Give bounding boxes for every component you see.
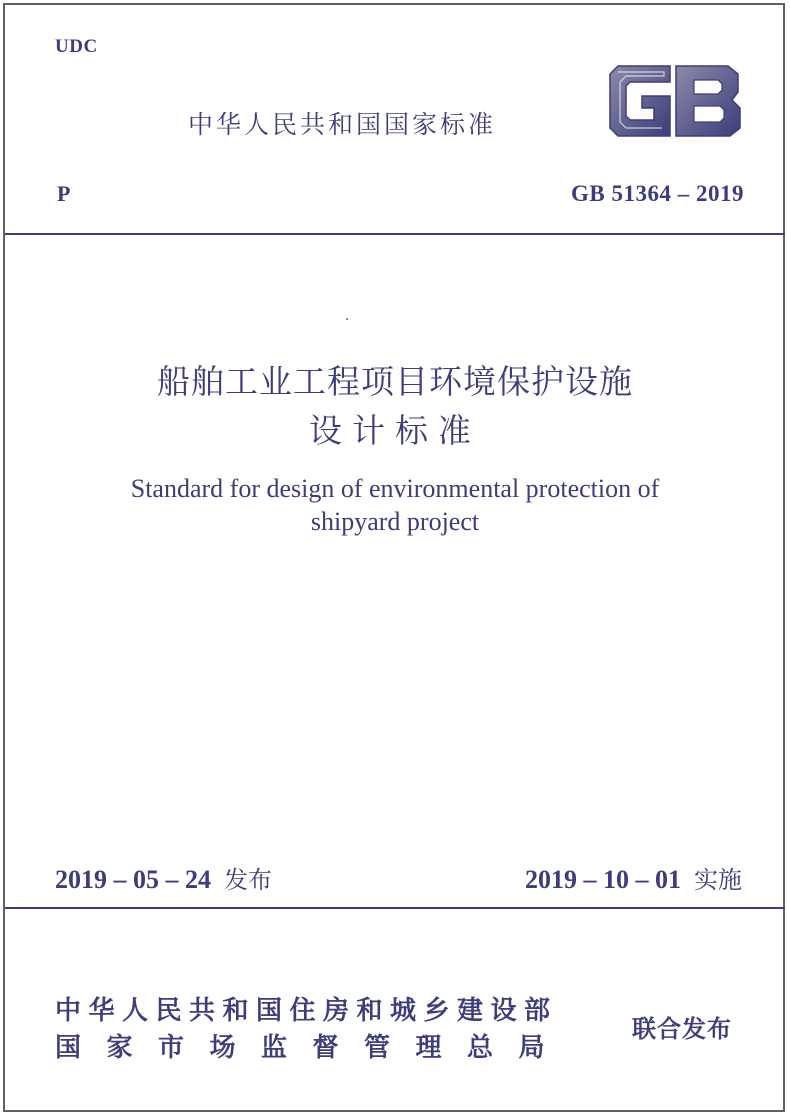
issue-date-block (55, 860, 272, 895)
issue-label: 发布 (224, 866, 272, 894)
bottom-divider (5, 907, 785, 909)
title-chinese-line2: 设计标准 (309, 411, 481, 450)
implement-date-block (525, 860, 742, 895)
standard-number: GB 51364 – 2019 (571, 181, 744, 206)
category-code: P (57, 181, 71, 206)
udc-label: UDC (55, 36, 98, 57)
publisher-line1: 中华人民共和国住房和城乡建设部 (55, 996, 558, 1026)
page-frame (3, 3, 785, 1112)
joint-release-label: 联合发布 (632, 1015, 732, 1043)
gb-logo (604, 62, 746, 140)
issue-date: 2019 – 05 – 24 (55, 865, 211, 894)
implement-date: 2019 – 10 – 01 (525, 865, 681, 894)
top-divider (5, 233, 785, 235)
title-english-line2: shipyard project (310, 507, 480, 536)
title-english-line1: Standard for design of environmental protection of (130, 474, 660, 503)
national-standard-heading: 中华人民共和国国家标准 (188, 110, 497, 139)
publisher-line2: 国家市场监督管理总局 (55, 1033, 571, 1063)
implement-label: 实施 (694, 866, 742, 894)
title-chinese-line1: 船舶工业工程项目环境保护设施 (157, 362, 633, 401)
paper-speck (346, 318, 348, 320)
